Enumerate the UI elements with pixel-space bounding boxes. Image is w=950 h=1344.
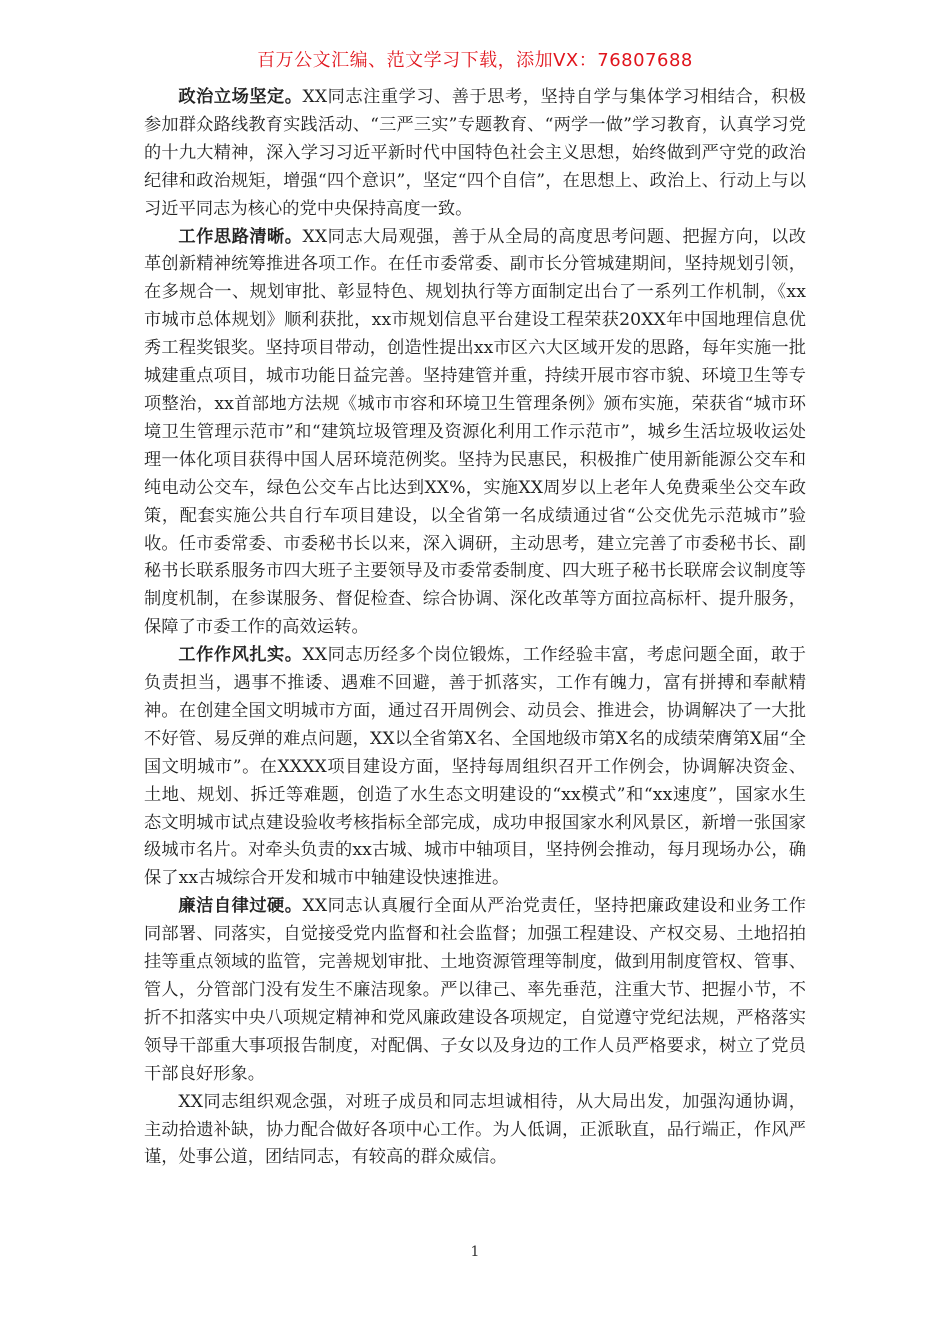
document-body: [144, 84, 806, 1172]
paragraph-text: XX同志大局观强，善于从全局的高度思考问题、把握方向，以改革创新精神统筹推进各项工作。在任市委常委、副市长分管城建期间，坚持规划引领，在多规合一、规划审批、彰显特色、规划执行等方面制定出台了一系列工作机制，《xx市城市总体规划》顺利获批，xx市规划信息平台建设工程荣获20XX年中国地理信息优秀工程奖银奖。坚持项目带动，创造性提出xx市区六大区域开发的思路，每年实施一批城建重点项目，城市功能日益完善。坚持建管并重，持续开展市容市貌、环境卫生等专项整治，xx首部地方法规《城市市容和环境卫生管理条例》颁布实施，荣获省“城市环境卫生管理示范市”和“建筑垃圾管理及资源化利用工作示范市”，城乡生活垃圾收运处理一体化项目获得中国人居环境范例奖。坚持为民惠民，积极推广使用新能源公交车和纯电动公交车，绿色公交车占比达到XX%，实施XX周岁以上老年人免费乘坐公交车政策，配套实施公共自行车项目建设，以全省第一名成绩通过省“公交优先示范城市”验收。任市委常委、市委秘书长以来，深入调研，主动思考，建立完善了市委秘书长、副秘书长联系服务市四大班子主要领导及市委常委制度、四大班子秘书长联席会议制度等制度机制，在参谋服务、督促检查、综合协调、深化改革等方面拉高标杆、提升服务，保障了市委工作的高效运转。: [144, 226, 807, 638]
paragraph-integrity: [144, 893, 806, 1088]
paragraph-lead: 工作思路清晰。: [178, 226, 303, 247]
paragraph-text: XX同志历经多个岗位锻炼，工作经验丰富，考虑问题全面，敢于负责担当，遇事不推诿、遇难不回避，善于抓落实，工作有魄力，富有拼搏和奉献精神。在创建全国文明城市方面，通过召开周例会、动员会、推进会，协调解决了一大批不好管、易反弹的难点问题，XX以全省第X名、全国地级市第X名的成绩荣膺第X届“全国文明城市”。在XXXX项目建设方面，坚持每周组织召开工作例会，协调解决资金、土地、规划、拆迁等难题，创造了水生态文明建设的“xx模式”和“xx速度”，国家水生态文明城市试点建设验收考核指标全部完成，成功申报国家水利风景区，新增一张国家级城市名片。对牵头负责的xx古城、城市中轴项目，坚持例会推动，每月现场办公，确保了xx古城综合开发和城市中轴建设快速推进。: [144, 645, 807, 889]
paragraph-text: XX同志组织观念强，对班子成员和同志坦诚相待，从大局出发，加强沟通协调，主动拾遗补缺，协力配合做好各项中心工作。为人低调，正派耿直，品行端正，作风严谨，处事公道，团结同志，有较高的群众威信。: [144, 1091, 806, 1168]
download-banner: 百万公文汇编、范文学习下载，添加VX：76807688: [257, 50, 693, 71]
paragraph-text: XX同志注重学习、善于思考，坚持自学与集体学习相结合，积极参加群众路线教育实践活动、“三严三实”专题教育、“两学一做”学习教育，认真学习党的十九大精神，深入学习习近平新时代中国特色社会主义思想，始终做到严守党的政治纪律和政治规矩，增强“四个意识”，坚定“四个自信”，在思想上、政治上、行动上与以习近平同志为核心的党中央保持高度一致。: [144, 87, 807, 219]
paragraph-lead: 政治立场坚定。: [178, 87, 303, 107]
paragraph-work-thinking: [144, 224, 806, 643]
paragraph-lead: 廉洁自律过硬。: [178, 896, 303, 917]
paragraph-lead: 工作作风扎实。: [178, 645, 303, 666]
paragraph-summary: [144, 1089, 806, 1173]
page-number: 1: [470, 1244, 480, 1260]
paragraph-text: XX同志认真履行全面从严治党责任，坚持把廉政建设和业务工作同部署、同落实，自觉接受党内监督和社会监督；加强工程建设、产权交易、土地招拍挂等重点领域的监管，完善规划审批、土地资源管理等制度，做到用制度管权、管事、管人，分管部门没有发生不廉洁现象。严以律己、率先垂范，注重大节、把握小节，不折不扣落实中央八项规定精神和党风廉政建设各项规定，自觉遵守党纪法规，严格落实领导干部重大事项报告制度，对配偶、子女以及身边的工作人员严格要求，树立了党员干部良好形象。: [144, 896, 807, 1084]
paragraph-work-style: [144, 642, 806, 893]
paragraph-political-stance: [144, 84, 806, 224]
